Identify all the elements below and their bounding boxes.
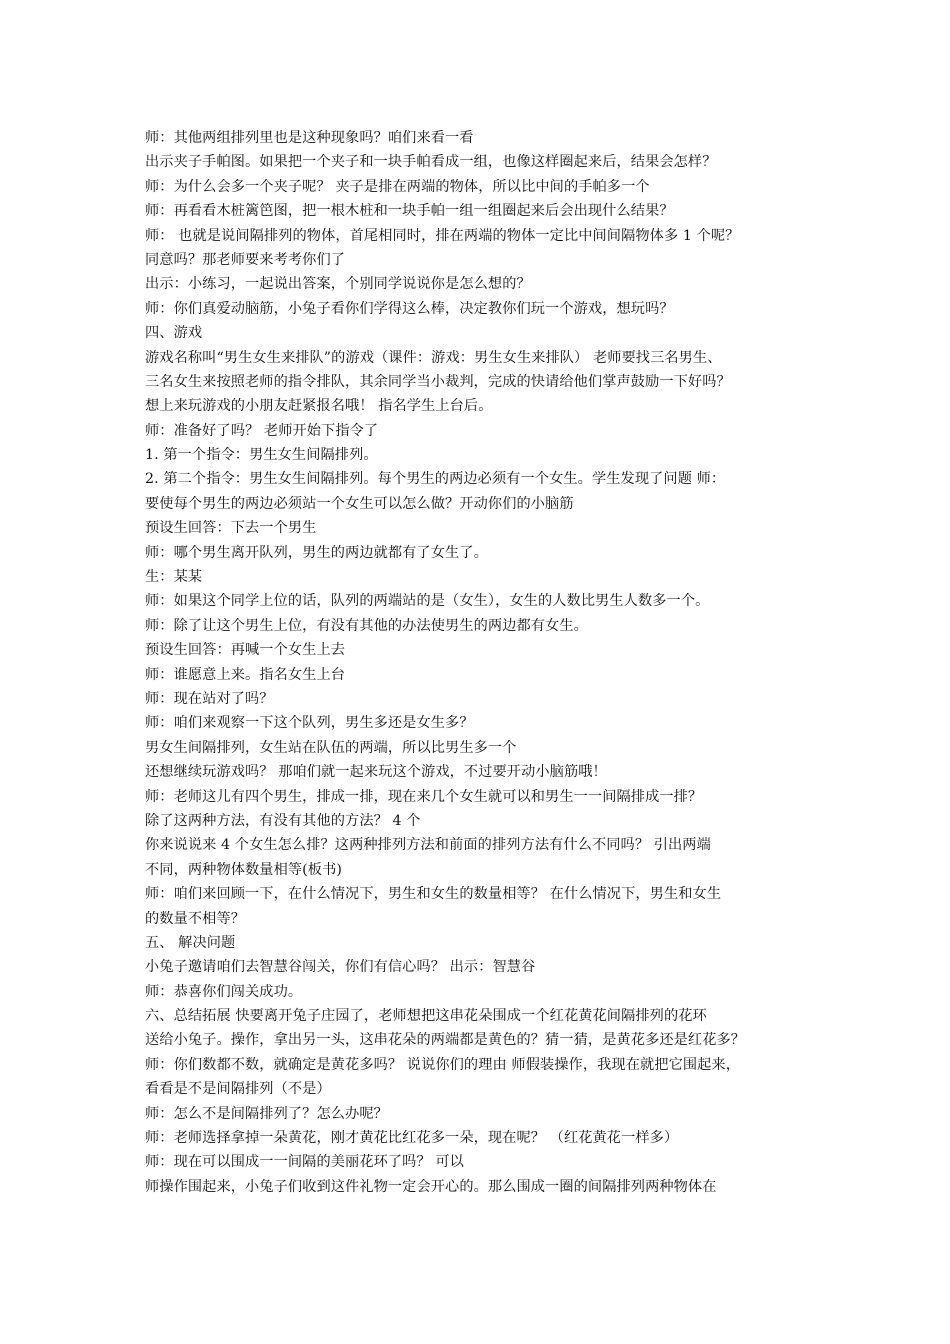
text-line: 师：怎么不是间隔排列了？怎么办呢？ — [145, 1105, 388, 1122]
text-line: 师：你们数都不数，就确定是黄花多吗？ 说说你们的理由 师假装操作，我现在就把它围起来， — [145, 1056, 741, 1073]
text-line: 除了这两种方法，有没有其他的方法？ 4 个 — [145, 812, 421, 829]
text-line: 师：其他两组排列里也是这种现象吗？咱们来看一看 — [145, 130, 474, 146]
text-line: 男女生间隔排列，女生站在队伍的两端，所以比男生多一个 — [145, 739, 517, 756]
text-line: 2. 第二个指令：男生女生间隔排列。每个男生的两边必须有一个女生。学生发现了问题 师： — [145, 471, 726, 488]
text-line: 师：如果这个同学上位的话，队列的两端站的是（女生），女生的人数比男生人数多一个。 — [145, 593, 710, 610]
text-line: 出示：小练习，一起说出答案，个别同学说说你是怎么想的？ — [145, 276, 531, 293]
text-line: 师： 也就是说间隔排列的物体，首尾相同时，排在两端的物体一定比中间间隔物体多 1 个呢？ — [145, 227, 740, 244]
text-line: 预设生回答：下去一个男生 — [145, 520, 317, 537]
text-line: 师：哪个男生离开队列，男生的两边就都有了女生了。 — [145, 544, 488, 561]
text-line: 师：准备好了吗？ 老师开始下指令了 — [145, 422, 379, 439]
section-heading: 六、总结拓展 快要离开兔子庄园了，老师想把这串花朵围成一个红花黄花间隔排列的花环 — [145, 1008, 707, 1025]
text-line: 还想继续玩游戏吗？ 那咱们就一起来玩这个游戏，不过要开动小脑筋哦！ — [145, 764, 607, 781]
text-line: 师：恭喜你们闯关成功。 — [145, 983, 303, 1000]
text-line: 师：除了让这个男生上位，有没有其他的办法使男生的两边都有女生。 — [145, 617, 588, 634]
text-line: 师：再看看木桩篱笆图，把一根木桩和一块手帕一组一组圈起来后会出现什么结果？ — [145, 203, 674, 220]
text-line: 师：老师这儿有四个男生，排成一排，现在来几个女生就可以和男生一一间隔排成一排？ — [145, 788, 703, 805]
text-line: 师：现在站对了吗？ — [145, 690, 274, 707]
text-line: 三名女生来按照老师的指令排队，其余同学当小裁判，完成的快请给他们掌声鼓励一下好吗？ — [145, 373, 731, 390]
text-line: 的数量不相等？ — [145, 910, 246, 927]
text-line: 送给小兔子。操作，拿出另一头，这串花朵的两端都是黄色的？猜一猜，是黄花多还是红花多？ — [145, 1032, 746, 1049]
text-line: 游戏名称叫“男生女生来排队”的游戏（课件：游戏：男生女生来排队） 老师要找三名男生、 — [145, 349, 722, 366]
text-line: 要使每个男生的两边必须站一个女生可以怎么做？开动你们的小脑筋 — [145, 495, 574, 512]
section-heading: 四、游戏 — [145, 325, 203, 342]
text-line: 想上来玩游戏的小朋友赶紧报名哦！ 指名学生上台后。 — [145, 398, 493, 415]
section-heading: 五、 解决问题 — [145, 934, 236, 951]
text-line: 生：某某 — [145, 569, 203, 586]
text-line: 师：谁愿意上来。指名女生上台 — [145, 666, 346, 683]
text-line: 同意吗？那老师要来考考你们了 — [145, 251, 346, 268]
text-line: 1. 第一个指令：男生女生间隔排列。 — [145, 447, 378, 464]
text-line: 师：咱们来观察一下这个队列，男生多还是女生多？ — [145, 715, 474, 732]
text-line: 师：咱们来回顾一下，在什么情况下，男生和女生的数量相等？ 在什么情况下，男生和女生 — [145, 886, 722, 903]
document-body — [145, 126, 825, 1199]
text-line: 你来说说来 4 个女生怎么排？这两种排列方法和前面的排列方法有什么不同吗？ 引出两端 — [145, 837, 711, 854]
text-line: 师操作围起来，小兔子们收到这件礼物一定会开心的。那么围成一圈的间隔排列两种物体在 — [145, 1178, 717, 1195]
text-line: 看看是不是间隔排列（不是） — [145, 1081, 331, 1098]
text-line: 不同，两种物体数量相等(板书) — [145, 861, 343, 878]
text-line: 师：为什么会多一个夹子呢？ 夹子是排在两端的物体，所以比中间的手帕多一个 — [145, 178, 650, 195]
text-line: 出示夹子手帕图。如果把一个夹子和一块手帕看成一组，也像这样圈起来后，结果会怎样？ — [145, 154, 717, 171]
text-line: 师：你们真爱动脑筋，小兔子看你们学得这么棒，决定教你们玩一个游戏，想玩吗？ — [145, 300, 674, 317]
text-line: 师：现在可以围成一一间隔的美丽花环了吗？ 可以 — [145, 1154, 464, 1171]
text-line: 小兔子邀请咱们去智慧谷闯关，你们有信心吗？ 出示：智慧谷 — [145, 959, 536, 976]
text-line: 预设生回答：再喊一个女生上去 — [145, 642, 346, 659]
text-line: 师：老师选择拿掉一朵黄花，刚才黄花比红花多一朵，现在呢？ （红花黄花一样多） — [145, 1130, 679, 1147]
